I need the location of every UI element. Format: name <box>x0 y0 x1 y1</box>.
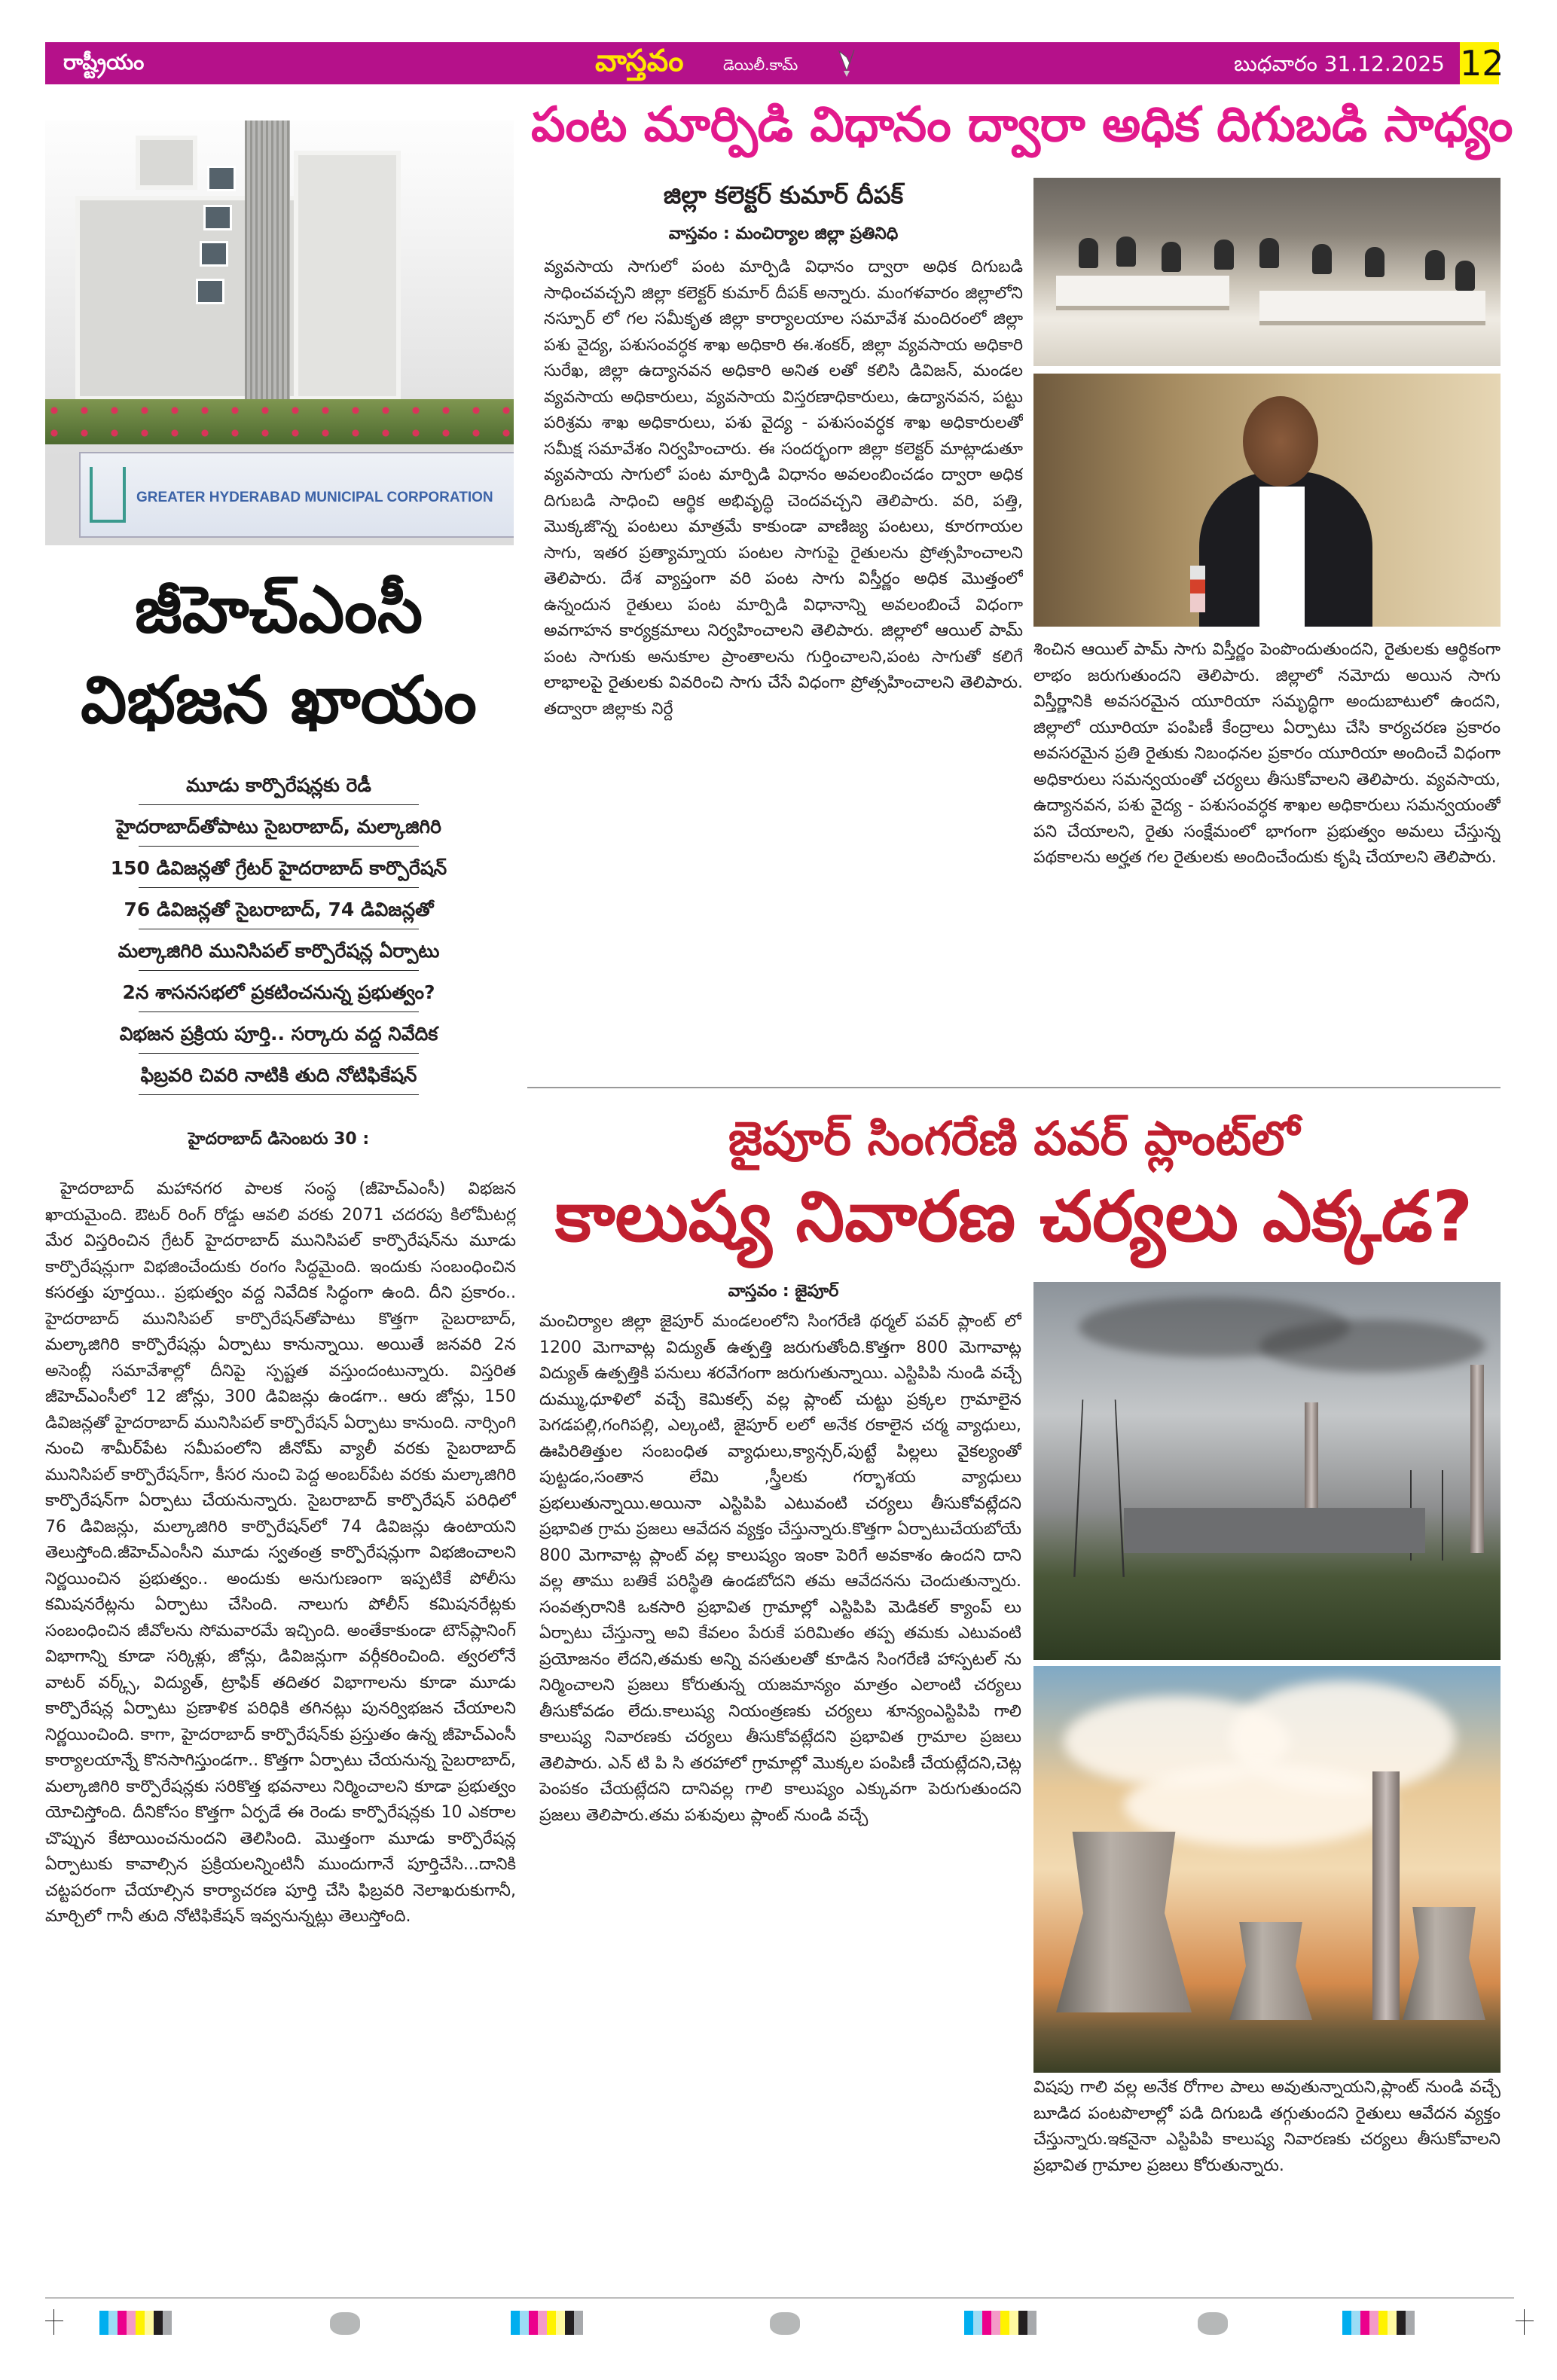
color-swatch <box>163 2311 172 2335</box>
color-swatch <box>1342 2311 1351 2335</box>
color-swatch <box>1397 2311 1406 2335</box>
color-swatch <box>511 2311 520 2335</box>
color-swatch <box>574 2311 583 2335</box>
color-swatch <box>1406 2311 1415 2335</box>
color-swatch <box>99 2311 108 2335</box>
pollution-article-kicker: జైపూర్ సింగరేణి పవర్ ప్లాంట్‌లో <box>728 1111 1300 1166</box>
color-swatch <box>1018 2311 1027 2335</box>
color-swatch <box>145 2311 154 2335</box>
gray-patch <box>770 2312 800 2335</box>
pollution-article-byline: వాస్తవం : జైపూర్ <box>728 1282 839 1301</box>
ghmc-subheads <box>45 767 512 1098</box>
color-swatch <box>108 2311 118 2335</box>
subhead: విభజన ప్రక్రియ పూర్తి.. సర్కారు వద్ద నివేదిక <box>45 1015 512 1057</box>
subhead: మూడు కార్పొరేషన్లకు రెడీ <box>45 767 512 808</box>
color-swatch <box>1351 2311 1360 2335</box>
color-swatch <box>127 2311 136 2335</box>
issue-date: బుధవారం 31.12.2025 <box>1234 51 1445 76</box>
color-bar <box>511 2311 583 2335</box>
color-swatch <box>1009 2311 1018 2335</box>
color-swatch <box>1000 2311 1009 2335</box>
registration-mark-icon <box>45 2309 63 2335</box>
color-bar <box>1342 2311 1415 2335</box>
crop-article-headline: పంట మార్పిడి విధానం ద్వారా అధిక దిగుబడి సాధ్యం <box>531 97 1513 153</box>
gray-patch <box>1198 2312 1228 2335</box>
power-plant-chimneys-photo <box>1033 1282 1501 1660</box>
subhead: 2న శాసనసభలో ప్రకటించనున్న ప్రభుత్వం? <box>45 974 512 1015</box>
section-label: రాష్ట్రీయం <box>63 50 145 75</box>
pollution-article-body: మంచిర్యాల జిల్లా జైపూర్ మండలంలోని సింగరేణి థర్మల్ పవర్ ప్లాంట్ లో 1200 మెగావాట్ల విద్యుత్ ఉత్పత్తి జరుగుతోంది.కొత్తగా 800 మెగావాట్ల విద్యుత్ ఉత్పత్తికి పనులు శరవేగంగా జరుగుతున్నాయి. ఎస్టిపిపి నుండి వచ్చే దుమ్ము,ధూళిలో వచ్చే కెమికల్స్ వల్ల ప్లాంట్ చుట్టు ప్రక్కల గ్రామాలైన పెగడపల్లి,గంగిపల్లి, ఎల్కంటి, జైపూర్ లలో అనేక రకాలైన చర్మ వ్యాధులు, ఊపిరితిత్తుల సంబంధిత వ్యాధులు,క్యాన్సర్,పుట్టే పిల్లలు వైకల్యంతో పుట్టడం,సంతాన లేమి ,స్త్రీలకు గర్భాశయ వ్యాధులు ప్రభలుతున్నాయి.అయినా ఎస్టిపిపి ఎటువంటి చర్యలు తీసుకోవట్లేదని ప్రభావిత గ్రామ ప్రజలు ఆవేదన వ్యక్తం చేస్తున్నారు.కొత్తగా ఏర్పాటుచేయబోయే 800 మెగావాట్ల ప్లాంట్ వల్ల కాలుష్యం ఇంకా పెరిగే అవకాశం ఉందని దాని వల్ల తాము బతికే పరిస్థితి ఉండబోదని తమ ఆవేదనను చెందుతున్నారు. సంవత్సరానికి ఒకసారి ప్రభావిత గ్రామాల్లో ఎస్టిపిపి మెడికల్ క్యాంప్ లు ఏర్పాటు చేస్తున్నా అవి కేవలం పేరుకే పరిమితం తప్ప తమకు ఎటువంటి ప్రయోజనం లేదని,తమకు అన్ని వసతులతో కూడిన సింగరేణి హాస్పటల్ ను నిర్మించాలని ప్రజలు కోరుతున్న యజమాన్యం మాత్రం ఎలాంటి చర్యలు తీసుకోవడం లేదు.కాలుష్య నియంత్రణకు చర్యలు శూన్యంఎస్టిపిపి గాలి కాలుష్య నివారణకు చర్యలు తీసుకోవట్లేదని ప్రభావిత గ్రామాల ప్రజలు తెలిపారు. ఎన్ టి పి సి తరహాలో గ్రామాల్లో మొక్కల పంపిణీ చేయట్లేదని,చెట్ల పెంపకం చేయట్లేదని దానివల్ల గాలి కాలుష్యం ఎక్కువగా పెరుగుతుందని ప్రజలు తెలిపారు.తమ పశువులు ప్లాంట్ నుండి వచ్చే <box>539 1312 1021 1825</box>
crop-article-kicker: జిల్లా కలెక్టర్ కుమార్ దీపక్ <box>663 181 904 209</box>
color-bar <box>964 2311 1036 2335</box>
color-bar <box>99 2311 172 2335</box>
crop-article-byline: వాస్తవం : మంచిర్యాల జిల్లా ప్రతినిధి <box>668 224 899 243</box>
section-divider <box>527 1087 1501 1088</box>
ghmc-headline-line2: విభజన ఖాయం <box>81 663 477 738</box>
ghmc-article-body: హైదరాబాద్ మహానగర పాలక సంస్థ (జీహెచ్ఎంసీ) విభజన ఖాయమైంది. ఔటర్ రింగ్ రోడ్డు ఆవలి వరకు 2071 చదరపు కిలోమీటర్ల మేర విస్తరించిన గ్రేటర్ హైదరాబాద్ మునిసిపల్ కార్పొరేషన్‌ను మూడు కార్పొరేషన్లుగా విభజించేందుకు రంగం సిద్ధమైంది. ఇందుకు సంబంధించిన కసరత్తు పూర్తయి.. ప్రభుత్వం వద్ద నివేదిక సిద్ధంగా ఉంది. దీని ప్రకారం.. హైదరాబాద్ మునిసిపల్ కార్పొరేషన్‌తోపాటు కొత్తగా సైబరాబాద్, మల్కాజిగిరి కార్పొరేషన్లు ఏర్పాటు కానున్నాయి. అయితే జనవరి 2న అసెంబ్లీ సమావేశాల్లో దీనిపై స్పష్టత వస్తుందంటున్నారు. విస్తరిత జీహెచ్ఎంసీలో 12 జోన్లు, 300 డివిజన్లు ఉండగా.. ఆరు జోన్లు, 150 డివిజన్లతో హైదరాబాద్ మునిసిపల్ కార్పొరేషన్ ఏర్పాటు కానుంది. నార్సింగి నుంచి శామీర్‌పేట సమీపంలోని జీనోమ్ వ్యాలీ వరకు సైబరాబాద్ మునిసిపల్ కార్పొరేషన్‌గా, కీసర నుంచి పెద్ద అంబర్‌పేట వరకు మల్కాజిగిరి కార్పొరేషన్‌గా ఏర్పాటు చేయనున్నారు. సైబరాబాద్ కార్పొరేషన్ పరిధిలో 76 డివిజన్లు, మల్కాజిగిరి కార్పొరేషన్‌లో 74 డివిజన్లు ఉంటాయని తెలుస్తోంది.జీహెచ్ఎంసీని మూడు స్వతంత్ర కార్పొరేషన్లుగా విభజించాలని నిర్ణయించిన ప్రభుత్వం.. అందుకు అనుగుణంగా ఇప్పటికే పోలీసు కమిషనరేట్లను ఏర్పాటు చేసింది. నాలుగు పోలీస్ కమిషనరేట్లకు సంబంధించిన జీవోలను సోమవారమే ఇచ్చింది. అంతేకాకుండా టౌన్‌ప్లానింగ్ విభాగాన్ని కూడా సర్కిళ్లు, జోన్లు, డివిజన్లుగా వర్గీకరించింది. త్వరలోనే వాటర్ వర్క్స్, విద్యుత్, ట్రాఫిక్ తదితర విభాగాలను కూడా మూడు కార్పొరేషన్ల ఏర్పాటు ప్రణాళిక పరిధికి తగినట్లు పునర్విభజన చేయాలని నిర్ణయించింది. కాగా, హైదరాబాద్ కార్పొరేషన్‌కు ప్రస్తుతం ఉన్న జీహెచ్ఎంసీ కార్యాలయాన్నే కొనసాగిస్తుండగా.. కొత్తగా ఏర్పాటు చేయనున్న సైబరాబాద్, మల్కాజిగిరి కార్పొరేషన్లకు సరికొత్త భవనాలు నిర్మించాలని కూడా ప్రభుత్వం యోచిస్తోంది. దీనికోసం కొత్తగా ఏర్పడే ఈ రెండు కార్పొరేషన్లకు 10 ఎకరాల చొప్పున కేటాయించనుందని తెలిసింది. మొత్తంగా మూడు కార్పొరేషన్ల ఏర్పాటుకు కావాల్సిన ప్రక్రియలన్నింటినీ ముందుగానే పూర్తిచేసి...దానికి చట్టపరంగా చేయాల్సిన కార్యాచరణ పూర్తి చేసి ఫిబ్రవరి నెలాఖరుకుగానీ, మార్చిలో గానీ తుది నోటిఫికేషన్ ఇవ్వనున్నట్లు తెలుస్తోంది. <box>45 1179 516 1926</box>
meeting-hall-photo <box>1033 178 1501 366</box>
color-swatch <box>1027 2311 1036 2335</box>
water-bottle <box>1190 566 1205 612</box>
pollution-article-body-continued: విషపు గాలి వల్ల అనేక రోగాల పాలు అవుతున్నాయని,ప్లాంట్ నుండి వచ్చే బూడిద పంటపొలాల్లో పడి దిగుబడి తగ్గుతుందని రైతులు ఆవేదన వ్యక్తం చేస్తున్నారు.ఇకనైనా ఎస్టిపిపి కాలుష్య నివారణకు చర్యలు తీసుకోవాలని ప్రభావిత గ్రామాల ప్రజలు కోరుతున్నారు. <box>1033 2078 1501 2175</box>
subhead: 76 డివిజన్లతో సైబరాబాద్, 74 డివిజన్లతో <box>45 891 512 932</box>
color-swatch <box>1378 2311 1388 2335</box>
footer-rule <box>45 2297 1514 2299</box>
newspaper-logo: వాస్తవం <box>595 44 684 78</box>
ghmc-logo-icon <box>90 467 126 523</box>
ghmc-building-photo <box>45 121 514 545</box>
color-swatch <box>118 2311 127 2335</box>
color-swatch <box>1369 2311 1378 2335</box>
ghmc-dateline: హైదరాబాద్ డిసెంబరు 30 : <box>188 1130 370 1149</box>
collector-photo <box>1033 374 1501 627</box>
color-swatch <box>973 2311 982 2335</box>
subhead: ఫిబ్రవరి చివరి నాటికి తుది నోటిఫికేషన్ <box>45 1057 512 1098</box>
color-swatch <box>136 2311 145 2335</box>
subhead: మల్కాజిగిరి మునిసిపల్ కార్పొరేషన్ల ఏర్పాటు <box>45 932 512 974</box>
color-swatch <box>556 2311 565 2335</box>
color-swatch <box>565 2311 574 2335</box>
registration-mark-icon <box>1516 2309 1534 2335</box>
color-swatch <box>991 2311 1000 2335</box>
page-number: 12 <box>1460 43 1504 84</box>
ghmc-signboard <box>79 452 514 538</box>
newspaper-logo-sub: డెయిలీ.కామ్ <box>723 56 798 74</box>
color-swatch <box>1388 2311 1397 2335</box>
subhead: 150 డివిజన్లతో గ్రేటర్ హైదరాబాద్ కార్పొరేషన్ <box>45 850 512 891</box>
gray-patch <box>330 2312 360 2335</box>
color-swatch <box>154 2311 163 2335</box>
bird-logo-icon <box>836 48 857 78</box>
color-swatch <box>964 2311 973 2335</box>
crop-article-body-continued: శించిన ఆయిల్ పామ్ సాగు విస్తీర్ణం పెంపొందుతుందని, రైతులకు ఆర్థికంగా లాభం జరుగుతుందని తెలిపారు. జిల్లాలో నమోదు అయిన సాగు విస్తీర్ణానికి అవసరమైన యూరియా సమృద్ధిగా అందుబాటులో ఉందని, జిల్లాలో యూరియా పంపిణీ కేంద్రాలు ఏర్పాటు చేసి కార్యచరణ ప్రకారం అవసరమైన ప్రతి రైతుకు నిబంధనల ప్రకారం యూరియా అందించే విధంగా అధికారులు సమన్వయంతో చర్యలు తీసుకోవాలని తెలిపారు. వ్యవసాయ, ఉద్యానవన, పశు వైద్య - పశుసంవర్ధక శాఖల అధికారులు సమన్వయంతో పని చేయాలని, రైతు సంక్షేమంలో భాగంగా ప్రభుత్వం అమలు చేస్తున్న పథకాలను అర్హత గల రైతులకు అందించేందుకు కృషి చేయాలని తెలిపారు. <box>1033 640 1501 867</box>
color-swatch <box>982 2311 991 2335</box>
masthead-bar <box>45 42 1460 84</box>
cooling-towers-photo <box>1033 1666 1501 2073</box>
ghmc-headline-line1: జీహెచ్ఎంసీ <box>134 572 423 648</box>
color-swatch <box>547 2311 556 2335</box>
pollution-article-headline: కాలుష్య నివారణ చర్యలు ఎక్కడ? <box>554 1176 1473 1257</box>
color-swatch <box>538 2311 547 2335</box>
crop-article-body: వ్యవసాయ సాగులో పంట మార్పిడి విధానం ద్వారా అధిక దిగుబడి సాధించవచ్చని జిల్లా కలెక్టర్ కుమార్ దీపక్ అన్నారు. మంగళవారం జిల్లాలోని నస్పూర్ లో గల సమీకృత జిల్లా కార్యాలయాల సమావేశ మందిరంలో జిల్లా పశు వైద్య, పశుసంవర్ధక శాఖ అధికారి ఈ.శంకర్, జిల్లా వ్యవసాయ అధికారి సురేఖ, జిల్లా ఉద్యానవన అధికారి అనిత లతో కలిసి డివిజన్, మండల వ్యవసాయ అధికారులు, వ్యవసాయ విస్తరణాధికారులు, ఉద్యానవన, పట్టు పరిశ్రమ శాఖ అధికారులు, పశు వైద్య - పశుసంవర్ధక శాఖ అధికారులతో సమీక్ష సమావేశం నిర్వహించారు. ఈ సందర్భంగా జిల్లా కలెక్టర్ మాట్లాడుతూ వ్యవసాయ సాగులో పంట మార్పిడి విధానం అవలంబించడం ద్వారా అధిక దిగుబడి సాధించి ఆర్థిక అభివృద్ధి చెందవచ్చని తెలిపారు. వరి, పత్తి, మొక్కజొన్న పంటలు మాత్రమే కాకుండా వాణిజ్య పంటలు, కూరగాయల సాగు, ఇతర ప్రత్యామ్నాయ పంటల సాగుపై రైతులను ప్రోత్సహించాలని తెలిపారు. దేశ వ్యాప్తంగా వరి పంట సాగు విస్తీర్ణం అధిక మొత్తంలో ఉన్నందున రైతులు పంట మార్పిడి విధానాన్ని అవలంబించే విధంగా అవగాహన కార్యక్రమాలు నిర్వహించాలని తెలిపారు. జిల్లాలో ఆయిల్ పామ్ పంట సాగుకు అనుకూల ప్రాంతాలను గుర్తించాలని,పంట సాగుతో కలిగే లాభాలపై రైతులకు వివరించి సాగు చేసే విధంగా ప్రోత్సహించాలని తెలిపారు. తద్వారా జిల్లాకు నిర్దే <box>544 258 1023 719</box>
signboard-text: GREATER HYDERABAD MUNICIPAL CORPORATION <box>136 490 493 505</box>
color-swatch <box>529 2311 538 2335</box>
subhead: హైదరాబాద్‌తోపాటు సైబరాబాద్, మల్కాజిగిరి <box>45 808 512 850</box>
color-swatch <box>520 2311 529 2335</box>
color-swatch <box>1360 2311 1369 2335</box>
